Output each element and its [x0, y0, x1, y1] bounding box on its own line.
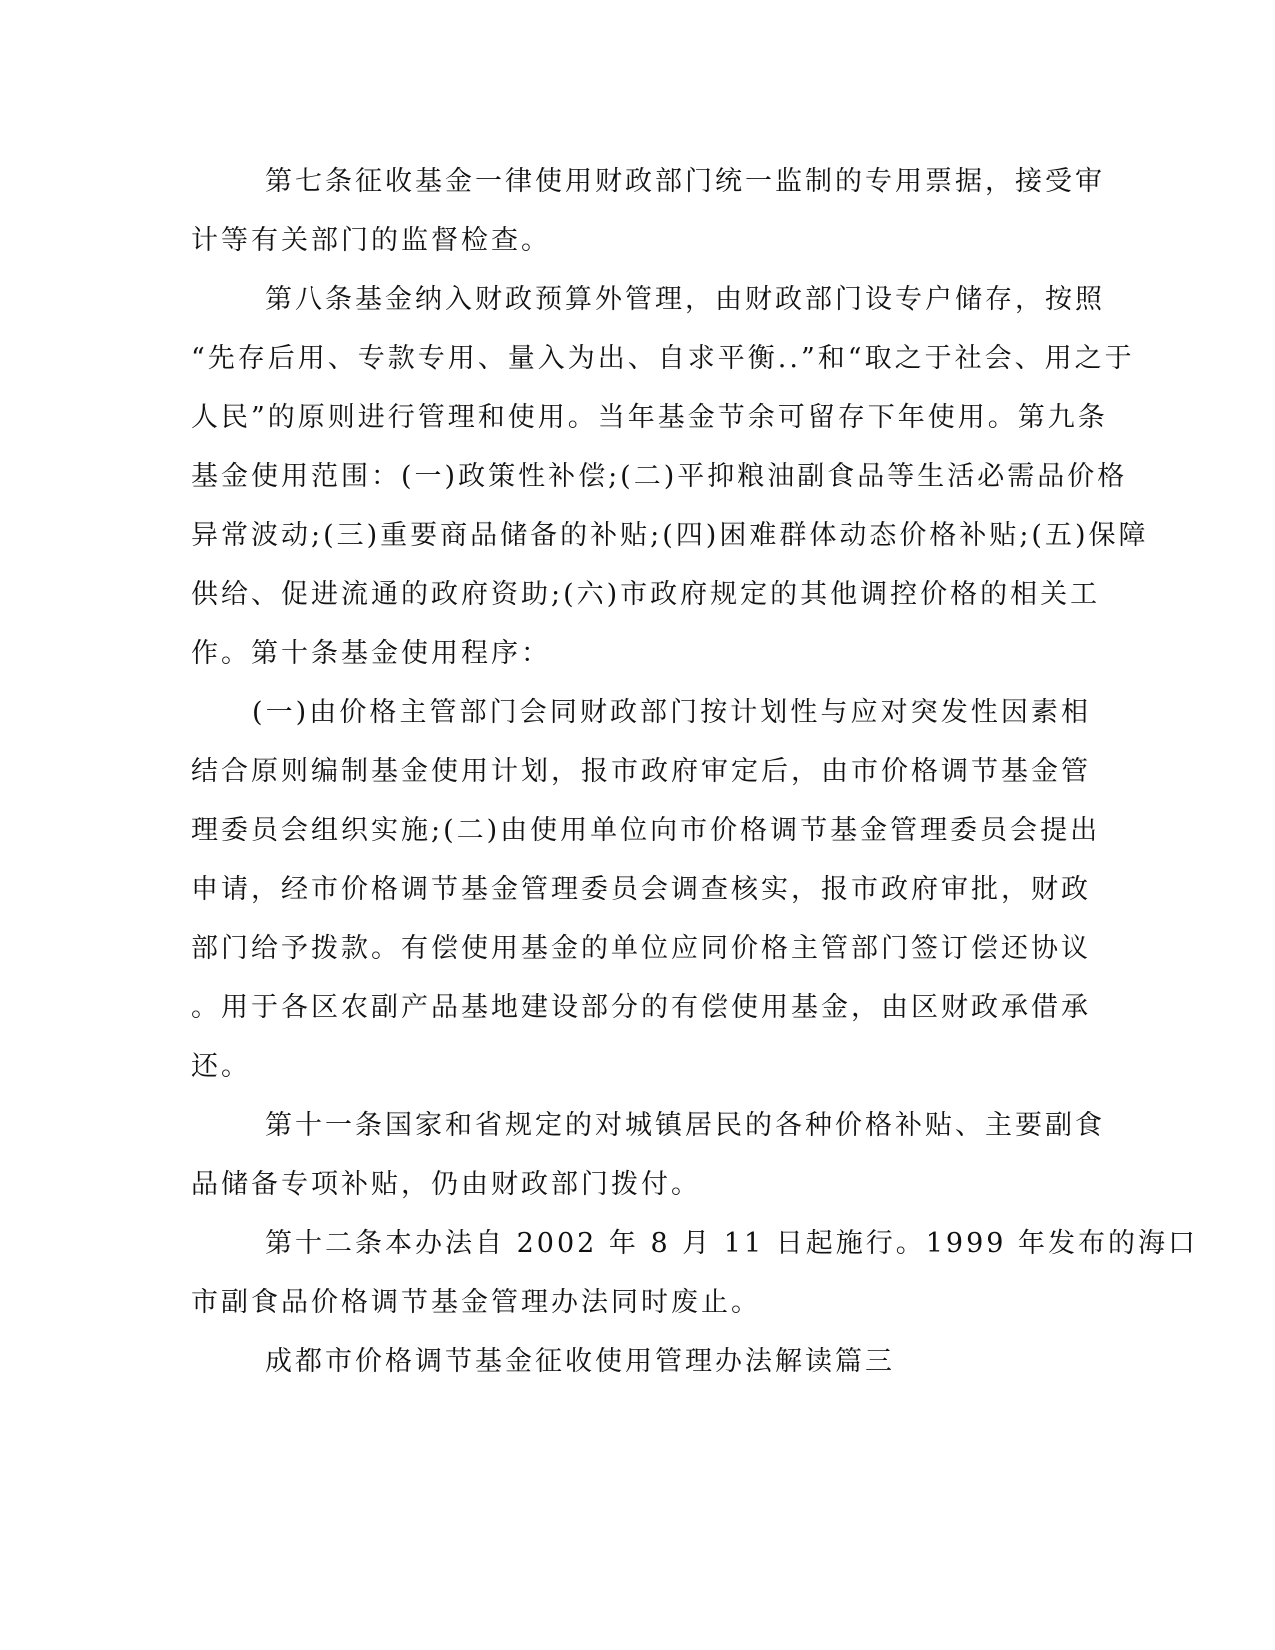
text-line: 作。第十条基金使用程序： [191, 638, 551, 669]
text-line: 结合原则编制基金使用计划，报市政府审定后，由市价格调节基金管 [191, 756, 1091, 787]
text-line: 。用于各区农副产品基地建设部分的有偿使用基金，由区财政承借承 [191, 992, 1091, 1023]
text-line: 理委员会组织实施;(二)由使用单位向市价格调节基金管理委员会提出 [191, 815, 1101, 846]
text-line: 第十一条国家和省规定的对城镇居民的各种价格补贴、主要副食 [265, 1110, 1105, 1141]
text-line: 第七条征收基金一律使用财政部门统一监制的专用票据，接受审 [265, 166, 1105, 197]
text-line: 供给、促进流通的政府资助;(六)市政府规定的其他调控价格的相关工 [191, 579, 1101, 610]
text-line: 申请，经市价格调节基金管理委员会调查核实，报市政府审批，财政 [191, 874, 1091, 905]
section-heading: 成都市价格调节基金征收使用管理办法解读篇三 [265, 1346, 895, 1377]
text-line: 计等有关部门的监督检查。 [191, 225, 551, 256]
text-line: 还。 [191, 1051, 251, 1082]
text-line: 市副食品价格调节基金管理办法同时废止。 [191, 1287, 761, 1318]
text-line: 异常波动;(三)重要商品储备的补贴;(四)困难群体动态价格补贴;(五)保障 [191, 520, 1149, 551]
text-line: 部门给予拨款。有偿使用基金的单位应同价格主管部门签订偿还协议 [191, 933, 1091, 964]
text-line: 基金使用范围：(一)政策性补偿;(二)平抑粮油副食品等生活必需品价格 [191, 461, 1128, 492]
text-line: 第十二条本办法自 2002 年 8 月 11 日起施行。1999 年发布的海口 [265, 1228, 1199, 1259]
text-line: (一)由价格主管部门会同财政部门按计划性与应对突发性因素相 [252, 697, 1091, 728]
text-line: 品储备专项补贴，仍由财政部门拨付。 [191, 1169, 701, 1200]
text-line: 人民”的原则进行管理和使用。当年基金节余可留存下年使用。第九条 [191, 402, 1108, 433]
text-line: 第八条基金纳入财政预算外管理，由财政部门设专户储存，按照 [265, 284, 1105, 315]
text-line: “先存后用、专款专用、量入为出、自求平衡..”和“取之于社会、用之于 [191, 343, 1135, 374]
